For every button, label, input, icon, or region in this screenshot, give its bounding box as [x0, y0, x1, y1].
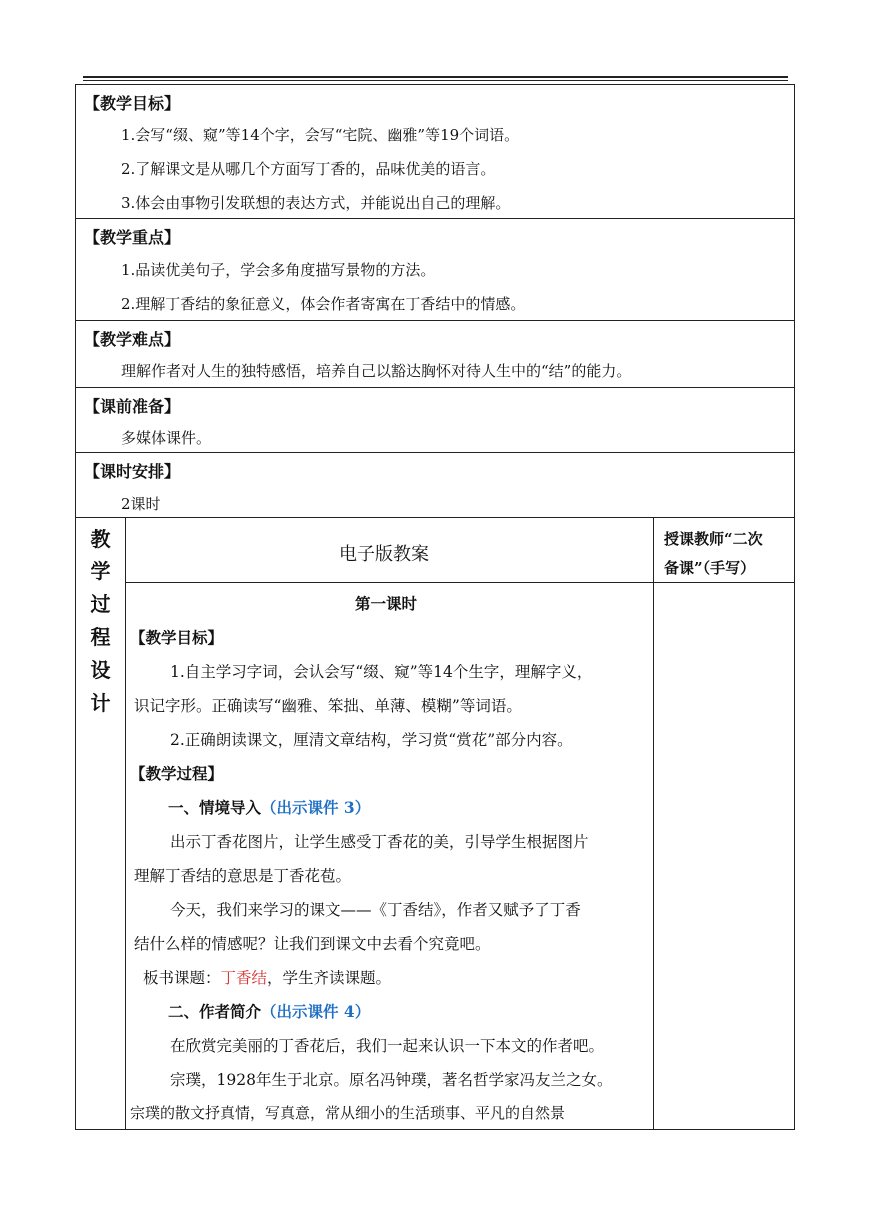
- section-title: 【教学难点】: [84, 330, 181, 349]
- side-label-char: 程: [90, 625, 111, 649]
- section-teaching-focus: [76, 219, 794, 321]
- column-header-teacher-notes-1: 授课教师“二次: [664, 530, 763, 548]
- step-2-title: 二、作者简介: [168, 1002, 262, 1021]
- header-row-divider: [125, 582, 794, 583]
- paragraph-line: 出示丁香花图片，让学生感受丁香花的美，引导学生根据图片: [170, 833, 589, 851]
- section-title: 【课时安排】: [84, 462, 181, 481]
- goal-line-2: 2.了解课文是从哪几个方面写丁香的，品味优美的语言。: [121, 160, 496, 178]
- paragraph-line: 理解丁香结的意思是丁香花苞。: [134, 867, 352, 885]
- courseware-tag: （出示课件 4）: [261, 1002, 371, 1021]
- difficulty-line-1: 理解作者对人生的独特感悟，培养自己以豁达胸怀对待人生中的“结”的能力。: [121, 362, 632, 380]
- lesson-title: 第一课时: [355, 594, 418, 613]
- column-divider-left: [125, 518, 126, 1129]
- section-title: 【教学目标】: [84, 94, 181, 113]
- goal-text: 2.正确朗读课文，厘清文章结构，学习赏“赏花”部分内容。: [170, 731, 573, 749]
- section-preparation: [76, 388, 794, 453]
- goal-line-1: 1.会写“缀、窥”等14个字，会写“宅院、幽雅”等19个词语。: [121, 126, 520, 144]
- goal-text: 1.自主学习字词，会认会写“缀、窥”等14个生字，理解字义，: [170, 663, 593, 681]
- side-label-char: 教: [90, 527, 111, 551]
- prep-line-1: 多媒体课件。: [121, 429, 212, 447]
- step-1-heading: [168, 796, 370, 818]
- side-label-char: 计: [90, 691, 111, 715]
- schedule-line-1: 2课时: [121, 495, 161, 513]
- header-rule-thin: [83, 80, 788, 81]
- board-title: 丁香结: [220, 969, 268, 987]
- courseware-tag: （出示课件 3）: [261, 798, 371, 817]
- process-heading: 【教学过程】: [130, 764, 224, 783]
- step-1-title: 一、情境导入: [168, 798, 262, 817]
- board-prefix: 板书课题：: [143, 969, 221, 987]
- lesson-plan-table: [75, 84, 795, 1130]
- focus-line-2: 2.理解丁香结的象征意义，体会作者寄寓在丁香结中的情感。: [121, 295, 526, 313]
- paragraph-line: 宗璞的散文抒真情，写真意，常从细小的生活琐事、平凡的自然景: [130, 1104, 566, 1122]
- step-2-heading: [168, 1000, 370, 1022]
- section-title: 【课前准备】: [84, 397, 181, 416]
- paragraph-line: 结什么样的情感呢？让我们到课文中去看个究竟吧。: [134, 935, 491, 953]
- side-label-char: 过: [90, 592, 111, 616]
- section-teaching-difficulty: [76, 321, 794, 388]
- goal-line-3: 3.体会由事物引发联想的表达方式，并能说出自己的理解。: [121, 194, 511, 212]
- section-schedule: [76, 453, 794, 518]
- focus-line-1: 1.品读优美句子，学会多角度描写景物的方法。: [121, 261, 436, 279]
- goals-heading: 【教学目标】: [130, 628, 224, 647]
- paragraph-line: 在欣赏完美丽的丁香花后，我们一起来认识一下本文的作者吧。: [170, 1037, 605, 1055]
- side-label-char: 学: [90, 559, 111, 583]
- board-suffix: ，学生齐读课题。: [267, 969, 392, 987]
- section-teaching-goals: [76, 85, 794, 219]
- column-header-electronic-plan: 电子版教案: [339, 544, 429, 565]
- side-label-char: 设: [90, 658, 111, 682]
- section-title: 【教学重点】: [84, 228, 181, 247]
- column-header-teacher-notes-2: 备课”（手写）: [664, 559, 756, 577]
- header-rule-thick: [83, 76, 788, 78]
- goal-text: 识记字形。正确读写“幽雅、笨拙、单薄、模糊”等词语。: [134, 697, 522, 715]
- board-title-line: [143, 966, 391, 988]
- paragraph-line: 宗璞，1928年生于北京。原名冯钟璞，著名哲学家冯友兰之女。: [170, 1071, 613, 1089]
- paragraph-line: 今天，我们来学习的课文——《丁香结》，作者又赋予了丁香: [170, 901, 581, 919]
- column-divider-right: [653, 518, 654, 1129]
